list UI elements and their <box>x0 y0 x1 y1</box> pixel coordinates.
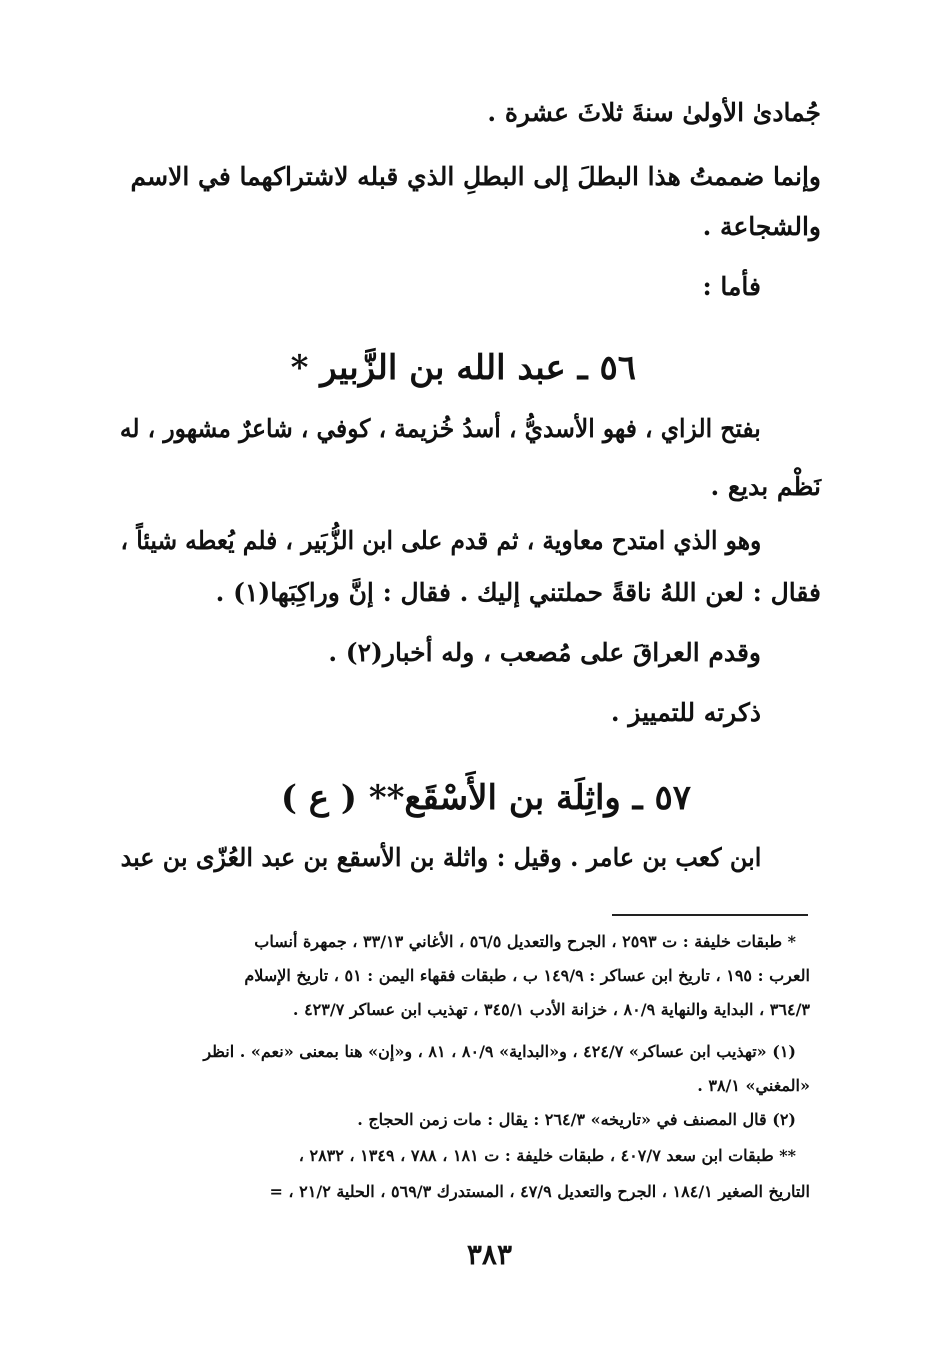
footnote-line: * طبقات خليفة : ت ٢٥٩٣ ، الجرح والتعديل ٥٦/٥ ، الأغاني ٣٣/١٣ ، جمهرة أنساب <box>254 932 796 951</box>
body-line: وقدم العراقَ على مُصعب ، وله أخبار(٢) . <box>328 638 761 667</box>
body-line: وهو الذي امتدح معاوية ، ثم قدم على ابن الزُّبَير ، فلم يُعطه شيئاً ، <box>120 526 761 555</box>
footnote-line: ٣٦٤/٣ ، البداية والنهاية ٨٠/٩ ، خزانة الأدب ٣٤٥/١ ، تهذيب ابن عساكر ٤٢٣/٧ . <box>292 1000 810 1019</box>
entry-heading-56: ٥٦ ـ عبد الله بن الزَّبير * <box>290 348 636 388</box>
body-line: نَظْم بديع . <box>710 472 821 501</box>
body-line: والشجاعة . <box>702 212 821 241</box>
footnote-line: «المغني» ٣٨/١ . <box>697 1076 810 1095</box>
footnote-line: (١) «تهذيب ابن عساكر» ٤٢٤/٧ ، و«البداية» ٨٠/٩ ، ٨١ ، و«إن» هنا بمعنى «نعم» . انظر <box>203 1042 796 1061</box>
body-line: ذكرته للتمييز . <box>610 698 761 727</box>
footnote-line: ** طبقات ابن سعد ٤٠٧/٧ ، طبقات خليفة : ت ١٨١ ، ٧٨٨ ، ١٣٤٩ ، ٢٨٣٢ ، <box>298 1146 796 1165</box>
footnote-separator <box>612 914 808 916</box>
body-line: فأما : <box>702 272 761 301</box>
body-line: جُمادىٰ الأولىٰ سنةَ ثلاثَ عشرة . <box>487 98 821 127</box>
entry-heading-57: ٥٧ ـ واثِلَة بن الأَسْقَع** ( ع ) <box>280 778 691 818</box>
body-line: بفتح الزاي ، فهو الأسديُّ ، أسدُ خُزيمة ، كوفي ، شاعرٌ مشهور ، له <box>120 414 761 443</box>
body-line: ابن كعب بن عامر . وقيل : واثلة بن الأسقع بن عبد العُزّى بن عبد <box>120 843 761 872</box>
body-line: فقال : لعن اللهُ ناقةً حملتني إليك . فقال : إنَّ وراكِبَها(١) . <box>215 578 821 607</box>
footnote-line: العرب : ١٩٥ ، تاريخ ابن عساكر : ١٤٩/٩ ب ، طبقات فقهاء اليمن : ٥١ ، تاريخ الإسلام <box>244 966 810 985</box>
body-line: وإنما ضممتُ هذا البطلَ إلى البطلِ الذي قبله لاشتراكهما في الاسم <box>130 162 821 191</box>
footnote-line: (٢) قال المصنف في «تاريخه» ٢٦٤/٣ : يقال : مات زمن الحجاج . <box>357 1110 796 1129</box>
footnote-line: التاريخ الصغير ١٨٤/١ ، الجرح والتعديل ٤٧/٩ ، المستدرك ٥٦٩/٣ ، الحلية ٢١/٢ ، = <box>269 1182 810 1201</box>
page-number: ٣٨٣ <box>466 1238 512 1271</box>
